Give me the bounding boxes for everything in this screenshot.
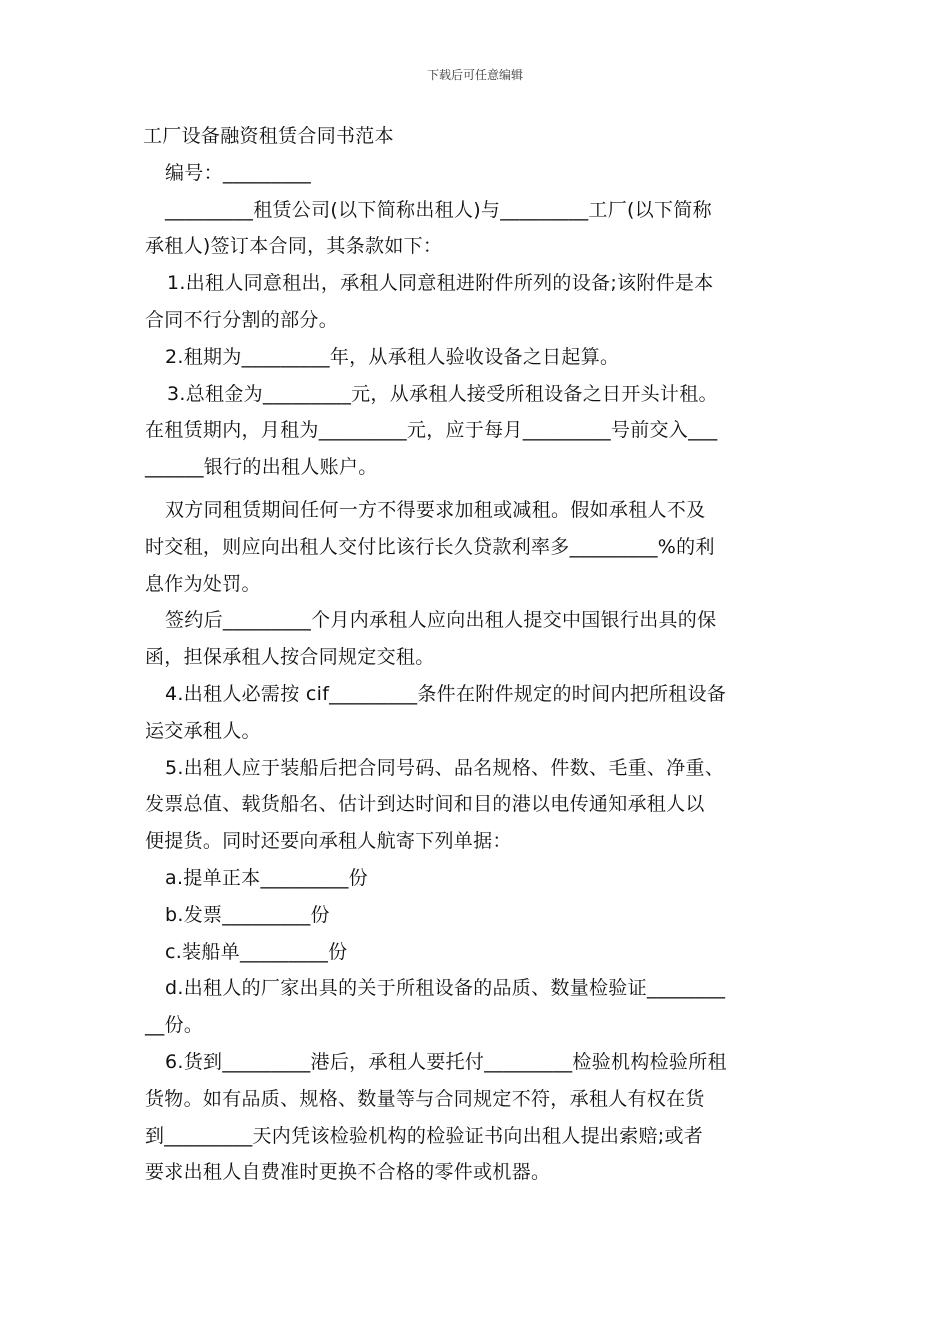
paragraph-line: 双方同租赁期间任何一方不得要求加租或减租。假如承租人不及 [165, 498, 706, 521]
clause-4-line: 运交承租人。 [145, 719, 261, 742]
clause-5-line: 发票总值、载货船名、估计到达时间和目的港以电传通知承租人以 [145, 793, 705, 816]
document-list-item: __份。 [145, 1014, 204, 1037]
paragraph-line: _________租赁公司(以下简称出租人)与_________工厂(以下简称 [165, 198, 712, 221]
clause-4-line: 4.出租人必需按 cif_________条件在附件规定的时间内把所租设备 [165, 682, 727, 705]
clause-6-line: 货物。如有品质、规格、数量等与合同规定不符，承租人有权在货 [145, 1087, 705, 1110]
document-list-item: a.提单正本_________份 [165, 866, 368, 889]
clause-3-line: 在租赁期内，月租为_________元，应于每月_________号前交入___ [145, 419, 718, 442]
clause-6-line: 到_________天内凭该检验机构的检验证书向出租人提出索赔;或者 [145, 1124, 704, 1147]
document-title: 工厂设备融资租赁合同书范本 [143, 125, 394, 147]
contract-number-line: 编号：_________ [165, 161, 312, 184]
clause-1-line: 合同不行分割的部分。 [145, 308, 339, 331]
paragraph-line: 时交租，则应向出租人交付比该行长久贷款利率多_________%的利 [145, 535, 715, 558]
paragraph-line: 函，担保承租人按合同规定交租。 [145, 646, 435, 669]
paragraph-line: 息作为处罚。 [145, 572, 261, 595]
clause-6-line: 要求出租人自费准时更换不合格的零件或机器。 [145, 1161, 551, 1184]
document-list-item: c.装船单_________份 [165, 940, 348, 963]
clause-2-line: 2.租期为_________年，从承租人验收设备之日起算。 [165, 345, 620, 368]
clause-1-line: 1.出租人同意租出，承租人同意租进附件所列的设备;该附件是本 [167, 272, 714, 295]
clause-6-line: 6.货到_________港后，承租人要托付_________检验机构检验所租 [165, 1050, 727, 1073]
paragraph-line: 承租人)签订本合同，其条款如下： [145, 235, 443, 258]
clause-5-line: 5.出租人应于装船后把合同号码、品名规格、件数、毛重、净重、 [165, 756, 725, 779]
clause-3-line: ______银行的出租人账户。 [145, 456, 378, 479]
clause-3-line: 3.总租金为_________元，从承租人接受所租设备之日开头计租。 [167, 382, 718, 405]
header-note: 下载后可任意编辑 [426, 68, 523, 82]
document-list-item: b.发票_________份 [165, 903, 330, 926]
document-body [145, 118, 810, 1191]
document-list-item: d.出租人的厂家出具的关于所租设备的品质、数量检验证________ [165, 977, 726, 1000]
paragraph-line: 签约后_________个月内承租人应向出租人提交中国银行出具的保 [165, 609, 717, 632]
clause-5-line: 便提货。同时还要向承租人航寄下列单据： [145, 830, 512, 853]
